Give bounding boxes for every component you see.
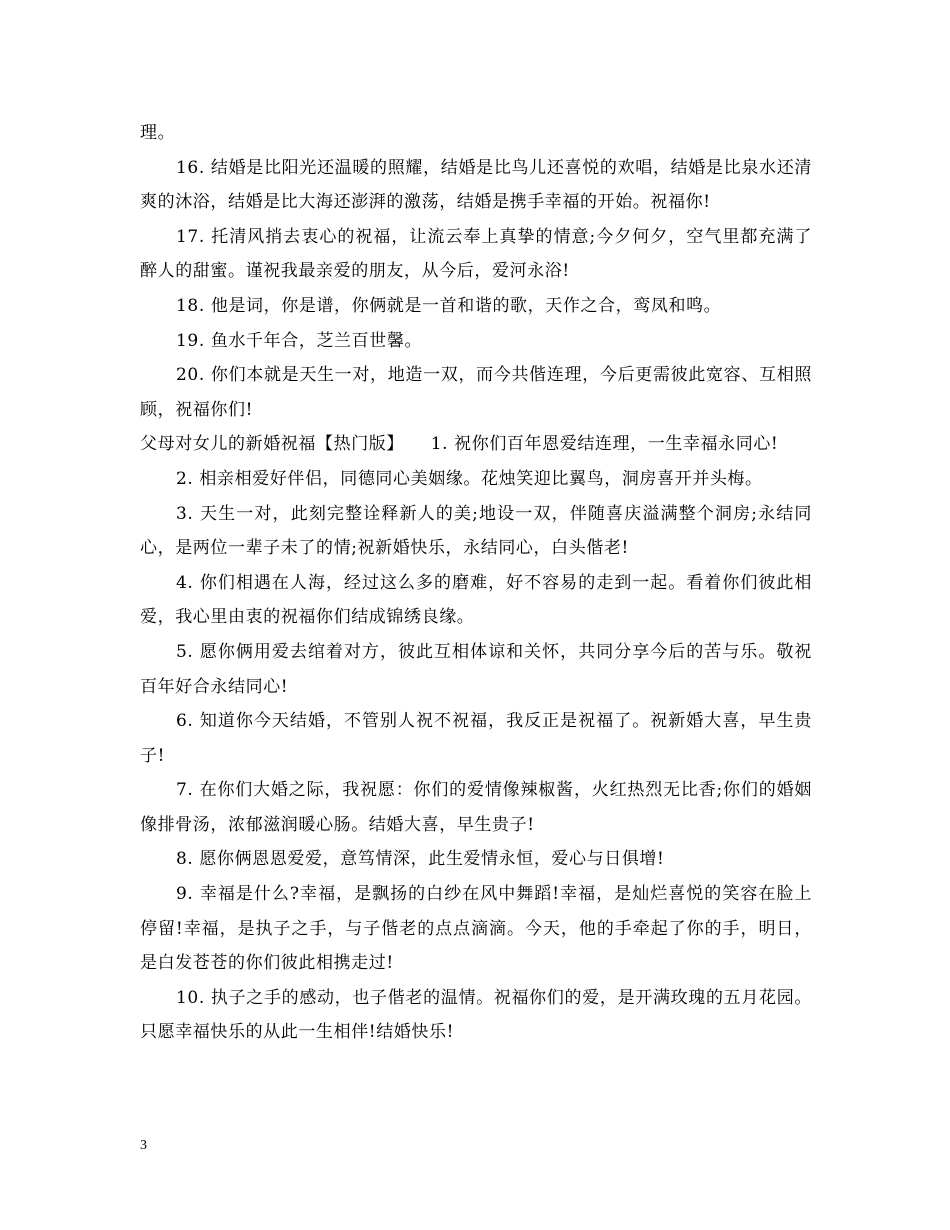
paragraph: 8. 愿你俩恩恩爱爱，意笃情深，此生爱情永恒，爱心与日俱增! [176,849,665,870]
paragraph: 3. 天生一对，此刻完整诠释新人的美;地设一双，伴随喜庆溢满整个洞房;永结同心，是两位一辈子未了的情;祝新婚快乐，永结同心，白头偕老! [140,503,812,559]
paragraph: 理。 [140,123,176,143]
page-number: 3 [140,1138,147,1153]
paragraph: 17. 托清风捎去衷心的祝福，让流云奉上真挚的情意;今夕何夕，空气里都充满了醉人的甜蜜。谨祝我最亲爱的朋友，从今后，爱河永浴! [140,226,812,282]
document-body [140,116,812,1050]
paragraph: 10. 执子之手的感动，也子偕老的温情。祝福你们的爱，是开满玫瑰的五月花园。只愿幸福快乐的从此一生相伴!结婚快乐! [140,987,812,1043]
paragraph: 2. 相亲相爱好伴侣，同德同心美姻缘。花烛笑迎比翼鸟，洞房喜开并头梅。 [176,468,763,489]
paragraph: 16. 结婚是比阳光还温暖的照耀，结婚是比鸟儿还喜悦的欢唱，结婚是比泉水还清爽的沐浴，结婚是比大海还澎湃的激荡，结婚是携手幸福的开始。祝福你! [140,157,812,213]
paragraph: 7. 在你们大婚之际，我祝愿：你们的爱情像辣椒酱，火红热烈无比香;你们的婚姻像排骨汤，浓郁滋润暖心肠。结婚大喜，早生贵子! [140,780,812,835]
section-heading-paragraph: 父母对女儿的新婚祝福【热门版】 1. 祝你们百年恩爱结连理，一生幸福永同心! [140,434,779,455]
paragraph: 18. 他是词，你是谱，你俩就是一首和谐的歌，天作之合，鸾凤和鸣。 [176,295,722,316]
paragraph: 4. 你们相遇在人海，经过这么多的磨难，好不容易的走到一起。看着你们彼此相爱，我心里由衷的祝福你们结成锦绣良缘。 [140,572,812,628]
paragraph: 20. 你们本就是天生一对，地造一双，而今共偕连理，今后更需彼此宽容、互相照顾，祝福你们! [140,365,812,420]
paragraph: 5. 愿你俩用爱去绾着对方，彼此互相体谅和关怀，共同分享今后的苦与乐。敬祝百年好合永结同心! [140,641,812,697]
paragraph: 6. 知道你今天结婚，不管别人祝不祝福，我反正是祝福了。祝新婚大喜，早生贵子! [140,711,812,766]
paragraph: 19. 鱼水千年合，芝兰百世馨。 [176,330,423,351]
paragraph: 9. 幸福是什么?幸福，是飘扬的白纱在风中舞蹈!幸福，是灿烂喜悦的笑容在脸上停留!幸福，是执子之手，与子偕老的点点滴滴。今天，他的手牵起了你的手，明日，是白发苍苍的你们彼此相携走过! [140,884,812,974]
